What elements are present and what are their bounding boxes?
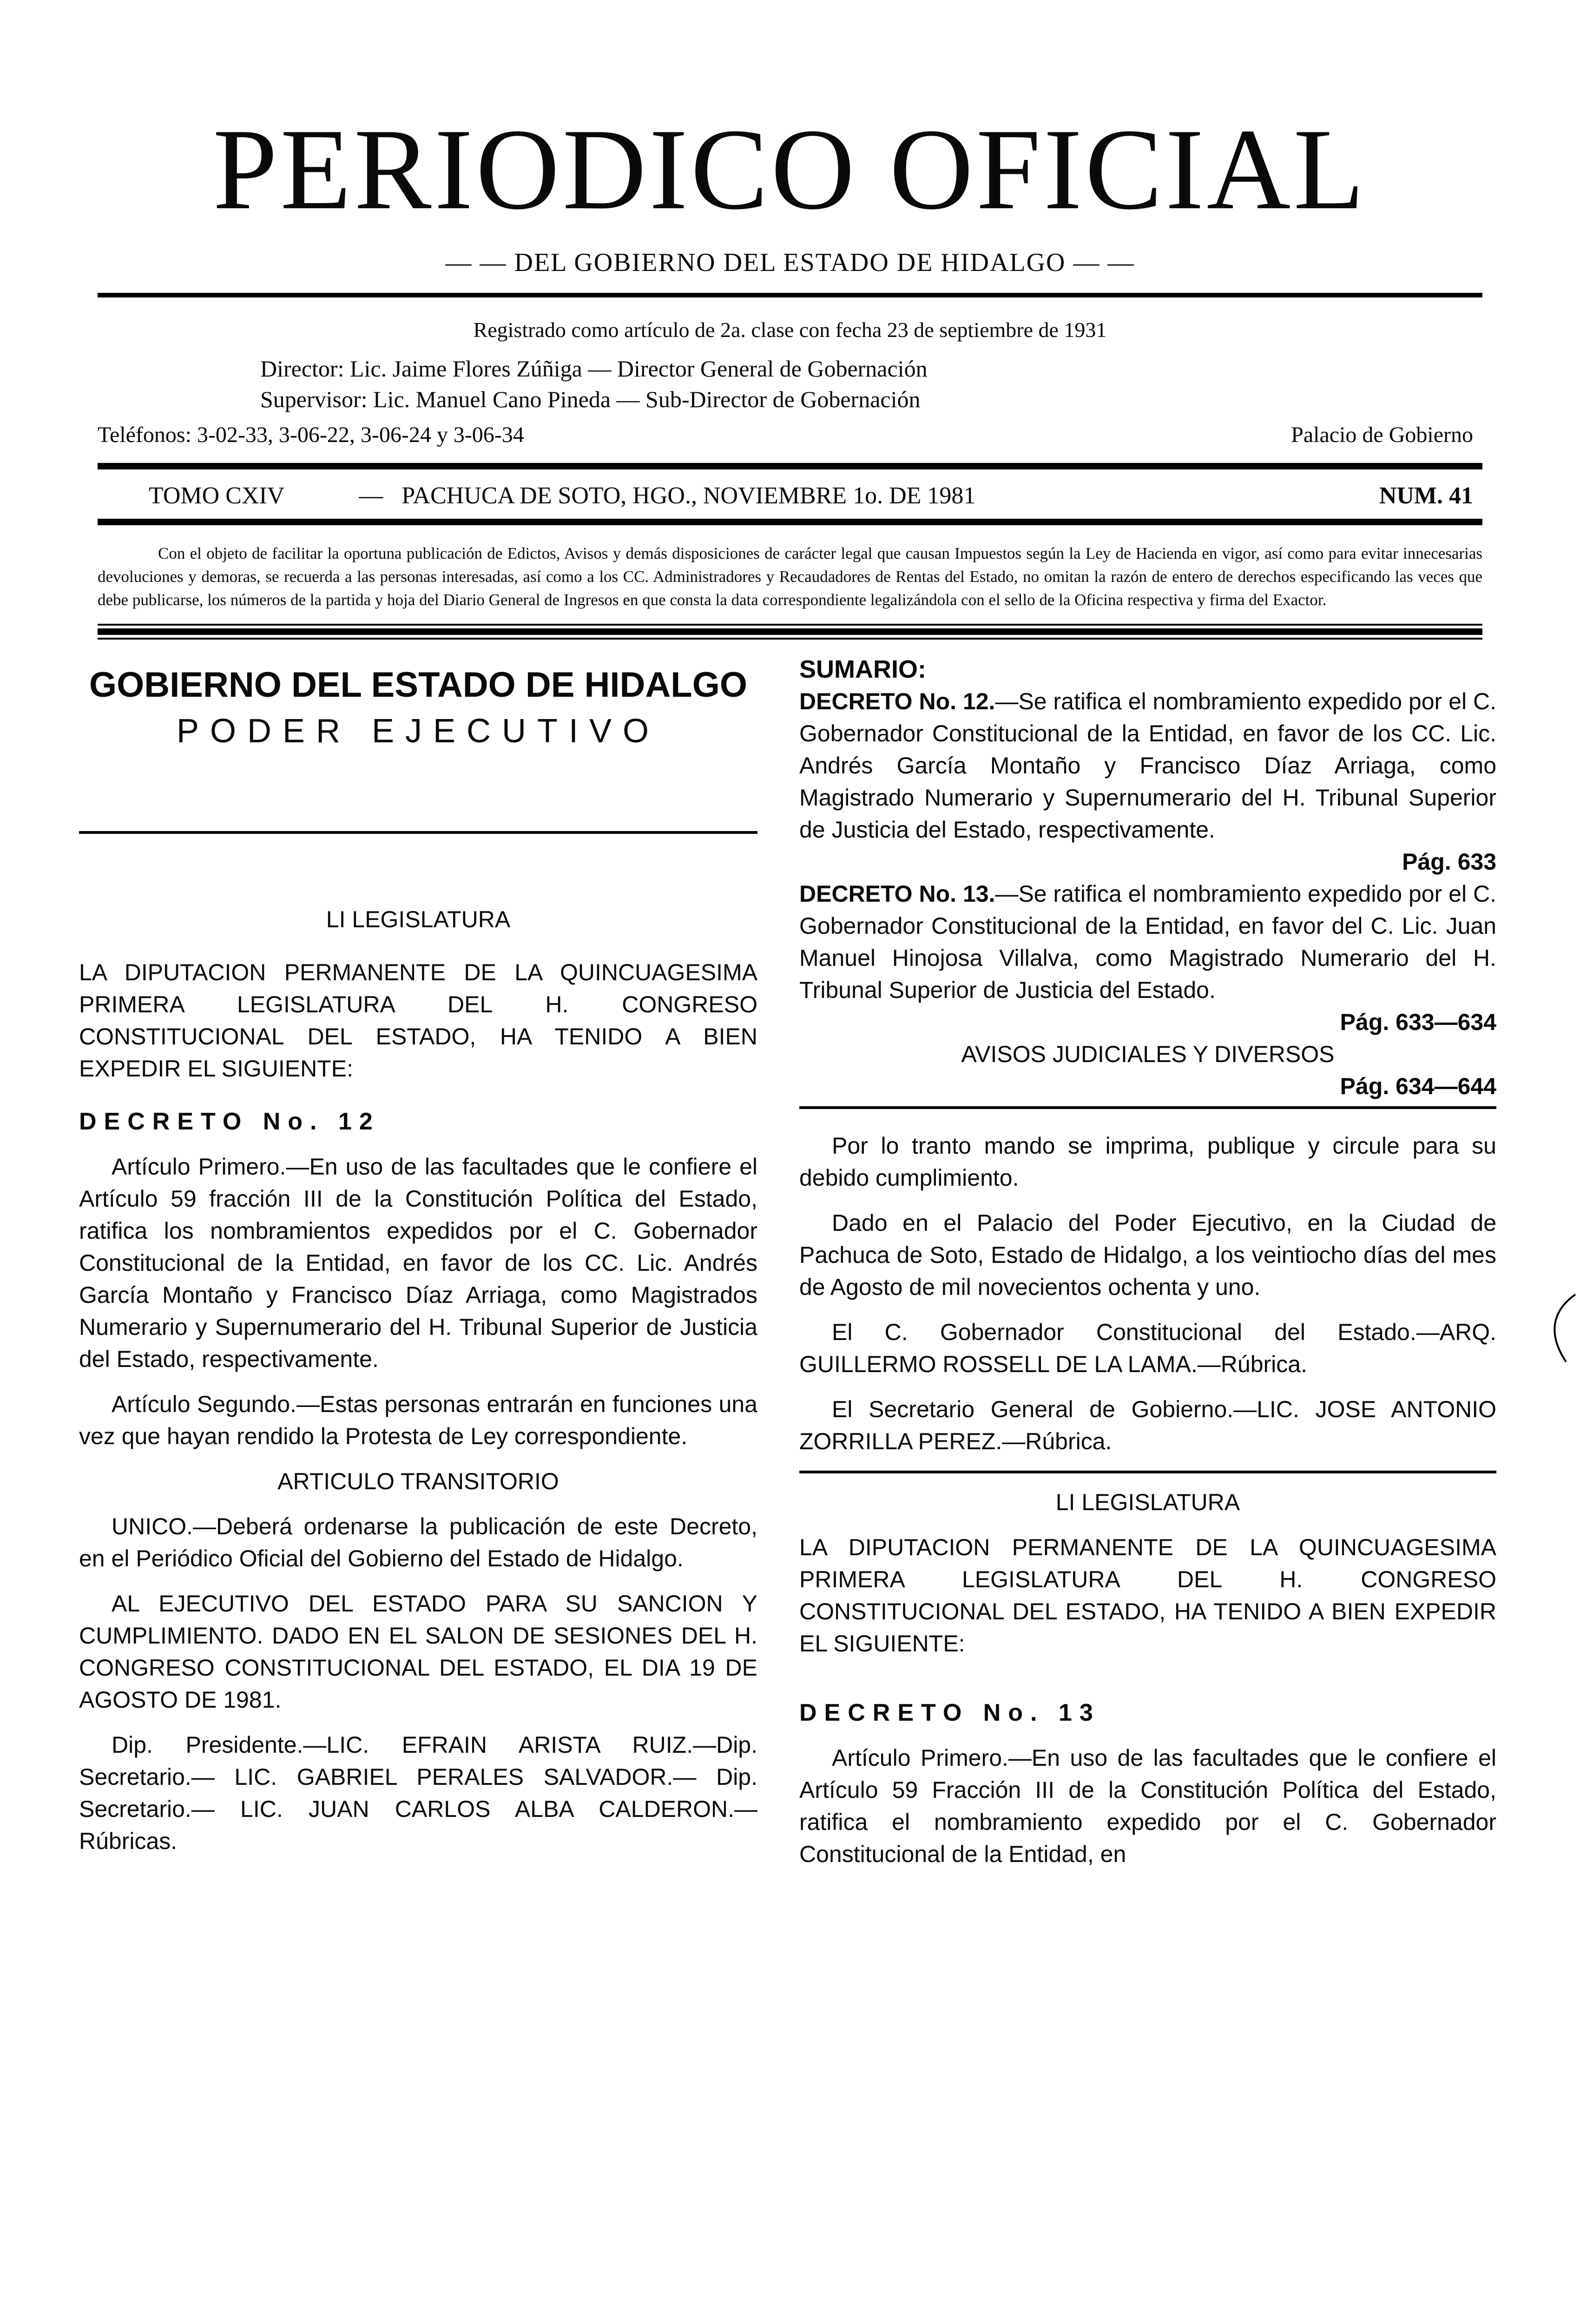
issue-bar [149, 481, 1473, 511]
article-first: Artículo Primero.—En uso de las facultades que le confiere el Artículo 59 Fracción III de la Constitución Política del Estado, ratifica el nombramiento expedido por el C. Gobernador Constitucional de la Entidad, en [799, 1745, 1496, 1867]
branch-title: PODER EJECUTIVO [176, 713, 660, 750]
registration-line: Registrado como artículo de 2a. clase con fecha 23 de septiembre de 1931 [473, 318, 1107, 342]
government-title: GOBIERNO DEL ESTADO DE HIDALGO [89, 665, 747, 705]
summary-heading: SUMARIO: [799, 655, 926, 683]
decree-heading: DECRETO No. 13 [799, 1699, 1100, 1726]
masthead [98, 0, 1482, 279]
volume: TOMO CXIV [149, 482, 285, 509]
publication-notice [98, 542, 1482, 612]
deputies-signatures: Dip. Presidente.—LIC. EFRAIN ARISTA RUIZ.—Dip. Secretario.— LIC. GABRIEL PERALES SALVADOR.— Dip. Secretario.— LIC. JUAN CARLOS ALBA CALDERON.—Rúbricas. [79, 1732, 757, 1854]
issue-top-rule [98, 463, 1482, 469]
governor-signature: El C. Gobernador Constitucional del Estado.—ARQ. GUILLERMO ROSSELL DE LA LAMA.—Rúbrica. [799, 1319, 1496, 1377]
newspaper-subtitle: — — DEL GOBIERNO DEL ESTADO DE HIDALGO — — [445, 248, 1135, 277]
summary-item [799, 878, 1496, 1038]
decree-preamble: LA DIPUTACION PERMANENTE DE LA QUINCUAGESIMA PRIMERA LEGISLATURA DEL H. CONGRESO CONSTITUCIONAL DEL ESTADO, HA TENIDO A BIEN EXPEDIR EL SIGUIENTE: [799, 1534, 1496, 1657]
notices-page: Pág. 634—644 [1340, 1073, 1496, 1099]
article-first: Artículo Primero.—En uso de las facultades que le confiere el Artículo 59 fracción III de la Constitución Política del Estado, ratifica los nombramientos expedidos por el C. Gobernador Constitucional de la Entidad, en favor de los CC. Lic. Andrés García Montaño y Francisco Díaz Arriaga, como Magistrados Numerario y Supernumerario del H. Tribunal Superior de Justicia del Estado, respectivamente. [79, 1154, 757, 1372]
summary-page: Pág. 633—634 [1340, 1009, 1496, 1035]
place-date: PACHUCA DE SOTO, HGO., NOVIEMBRE 1o. DE 1981 [402, 482, 976, 509]
issue-separator: — [359, 482, 383, 509]
notice-rule-bottom [98, 638, 1482, 640]
decree-preamble: LA DIPUTACION PERMANENTE DE LA QUINCUAGESIMA PRIMERA LEGISLATURA DEL H. CONGRESO CONSTITUCIONAL DEL ESTADO, HA TENIDO A BIEN EXPEDIR EL SIGUIENTE: [79, 959, 757, 1082]
given-at-text: Dado en el Palacio del Poder Ejecutivo, en la Ciudad de Pachuca de Soto, Estado de Hidalgo, a los veintiocho días del mes de Agosto de mil novecientos ochenta y uno. [799, 1210, 1496, 1300]
summary-page: Pág. 633 [1402, 849, 1496, 875]
issue-number: NUM. 41 [1379, 482, 1473, 509]
decree-heading: DECRETO No. 12 [79, 1108, 380, 1135]
sanction-text: AL EJECUTIVO DEL ESTADO PARA SU SANCION Y CUMPLIMIENTO. DADO EN EL SALON DE SESIONES DEL H. CONGRESO CONSTITUCIONAL DEL ESTADO, EL DIA 19 DE AGOSTO DE 1981. [79, 1591, 757, 1713]
secretary-signature: El Secretario General de Gobierno.—LIC. JOSE ANTONIO ZORRILLA PEREZ.—Rúbrica. [799, 1396, 1496, 1454]
margin-bracket-mark [1538, 1292, 1580, 1367]
legislature-heading: LI LEGISLATURA [326, 906, 511, 932]
summary-lead: DECRETO No. 12. [799, 688, 995, 714]
staff-credits [260, 353, 1580, 415]
summary-text [799, 878, 1496, 1006]
columns [79, 654, 1496, 1870]
summary-item [799, 686, 1496, 878]
article-second: Artículo Segundo.—Estas personas entrarán en funciones una vez que hayan rendido la Protesta de Ley correspondiente. [79, 1391, 757, 1449]
phone-numbers: Teléfonos: 3-02-33, 3-06-22, 3-06-24 y 3-06-34 [98, 423, 524, 447]
right-column [799, 654, 1496, 1870]
notices-heading: AVISOS JUDICIALES Y DIVERSOS [961, 1041, 1335, 1067]
notice-rule-mid [98, 628, 1482, 635]
address: Palacio de Gobierno [1291, 423, 1473, 447]
masthead-rule [98, 293, 1482, 297]
notice-rule-top [98, 624, 1482, 626]
promulgation-text: Por lo tranto mando se imprima, publique y circule para su debido cumplimiento. [799, 1133, 1496, 1191]
summary-description: —Se ratifica el nombramiento expedido por el C. Gobernador Constitucional de la Entidad, en favor del C. Lic. Juan Manuel Hinojosa Villalva, como Magistrado Numerario del H. Tribunal Superior de Justicia del Estado. [799, 881, 1496, 1003]
supervisor-line: Supervisor: Lic. Manuel Cano Pineda — Sub-Director de Gobernación [260, 386, 921, 412]
notice-rules [98, 624, 1482, 640]
newspaper-title: PERIODICO OFICIAL [213, 105, 1367, 234]
summary-lead: DECRETO No. 13. [799, 881, 995, 907]
summary-description: —Se ratifica el nombramiento expedido por el C. Gobernador Constitucional de la Entidad, en favor de los CC. Lic. Andrés García Montaño y Francisco Díaz Arriaga, como Magistrado Numerario y Supernumerario del H. Tribunal Superior de Justicia del Estado, respectivamente. [799, 688, 1496, 843]
notice-text: Con el objeto de facilitar la oportuna publicación de Edictos, Avisos y demás disposiciones de carácter legal que causan Impuestos según la Ley de Hacienda en vigor, así como para evitar innecesarias devoluciones y demoras, se recuerda a las personas interesadas, así como a los CC. Administradores y Recaudadores de Rentas del Estado, no omitan la razón de entero de derechos especificando las veces que debe publicarse, los números de la partida y hoja del Diario General de Ingresos en que consta la data correspondiente legalizándola con el sello de la Oficina respectiva y firma del Exactor. [98, 544, 1482, 609]
summary-text [799, 686, 1496, 846]
left-column [79, 654, 757, 1870]
contact-row [98, 421, 1473, 449]
transitory-article: UNICO.—Deberá ordenarse la publicación de este Decreto, en el Periódico Oficial del Gobierno del Estado de Hidalgo. [79, 1513, 757, 1571]
transitory-heading: ARTICULO TRANSITORIO [277, 1468, 559, 1494]
director-line: Director: Lic. Jaime Flores Zúñiga — Director General de Gobernación [260, 356, 928, 382]
issue-bottom-rule [98, 519, 1482, 525]
legislature-heading: LI LEGISLATURA [1055, 1489, 1240, 1515]
